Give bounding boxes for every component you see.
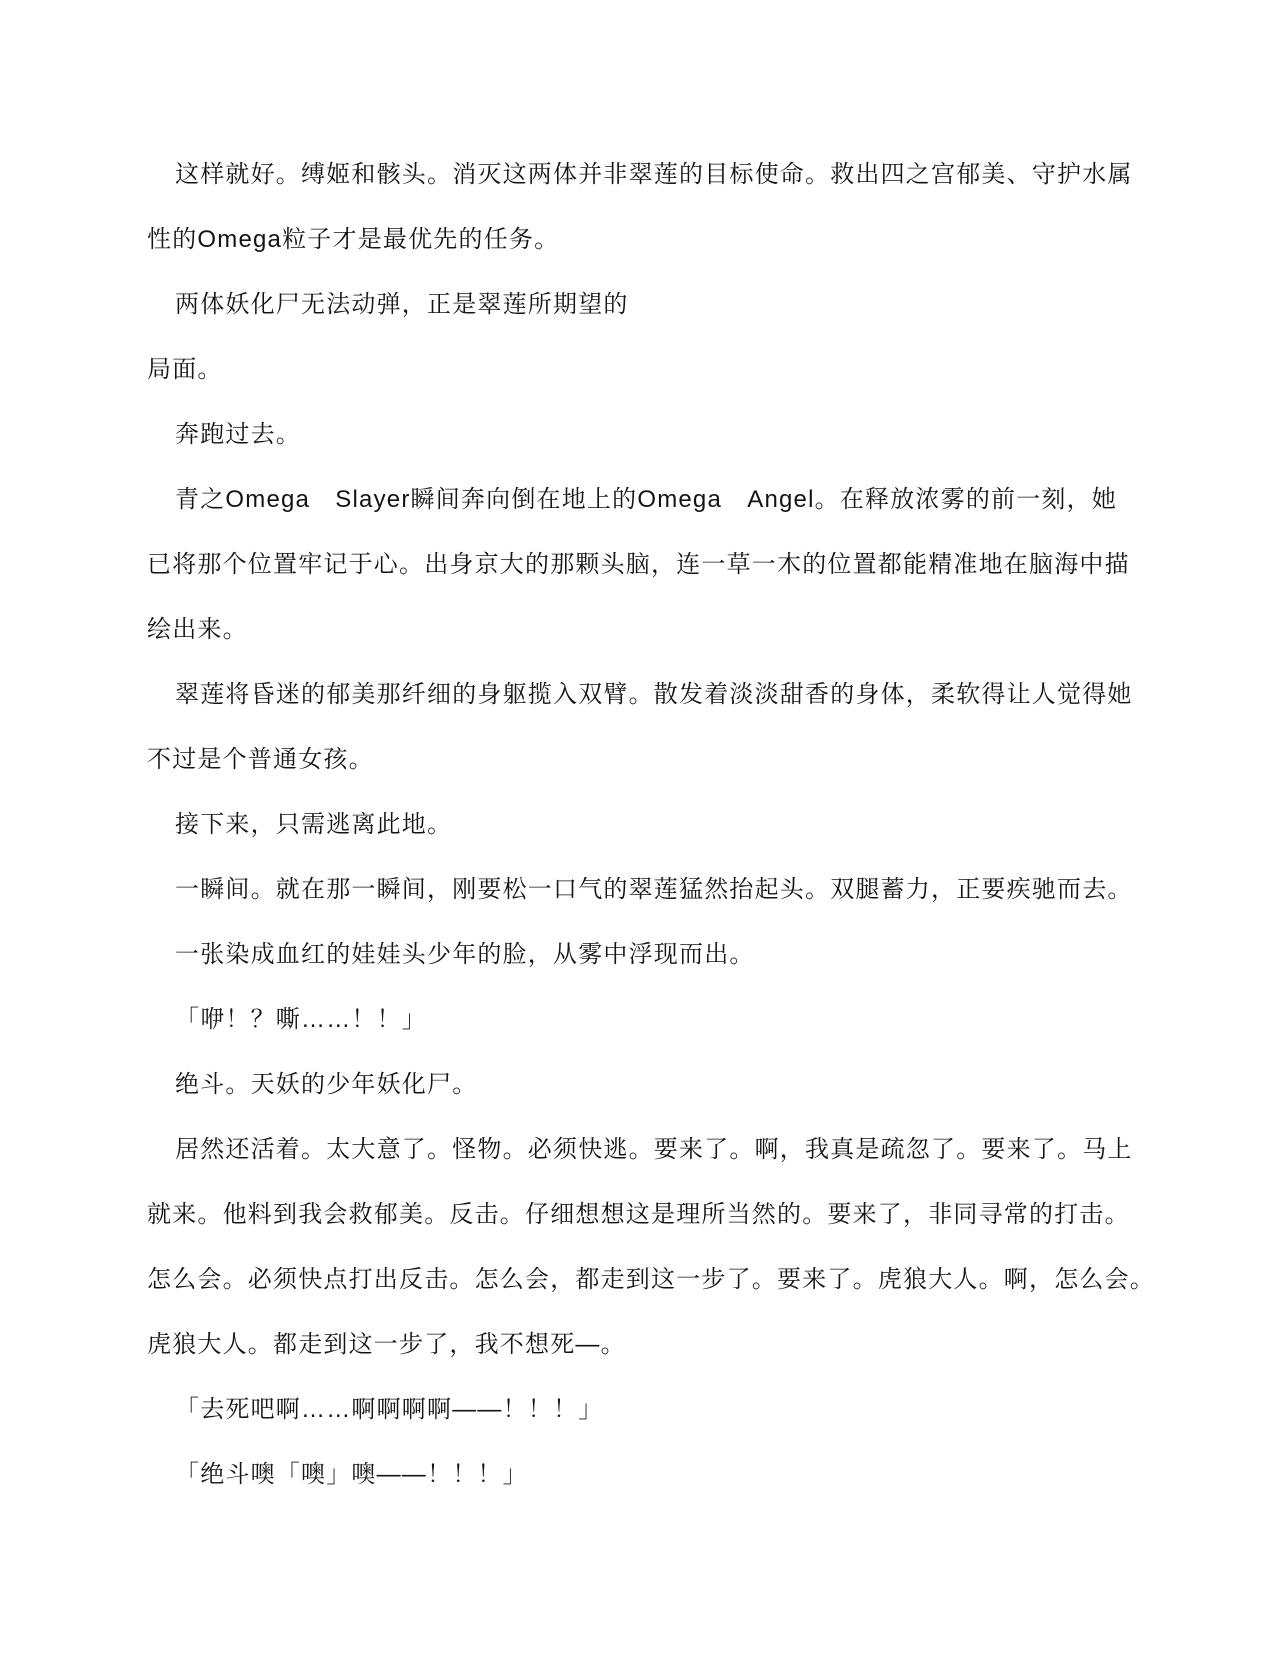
text-line: 接下来，只需逃离此地。 xyxy=(175,811,453,838)
text-line: 「咿！？嘶……！！」 xyxy=(175,1006,427,1033)
text-line: 居然还活着。太大意了。怪物。必须快逃。要来了。啊，我真是疏忽了。要来了。马上 xyxy=(175,1136,1133,1163)
text-line: 奔跑过去。 xyxy=(175,421,301,448)
text-line: 局面。 xyxy=(147,356,223,383)
text-line: 不过是个普通女孩。 xyxy=(147,746,374,773)
text-line: 「去死吧啊……啊啊啊啊——！！！」 xyxy=(175,1396,604,1423)
text-line: 一张染成血红的娃娃头少年的脸，从雾中浮现而出。 xyxy=(175,941,755,968)
text-block xyxy=(147,142,1155,1507)
text-line: 绝斗。天妖的少年妖化尸。 xyxy=(175,1071,478,1098)
text-line: 怎么会。必须快点打出反击。怎么会，都走到这一步了。要来了。虎狼大人。啊，怎么会。 xyxy=(147,1266,1155,1293)
text-line: 一瞬间。就在那一瞬间，刚要松一口气的翠莲猛然抬起头。双腿蓄力，正要疾驰而去。 xyxy=(175,876,1133,903)
text-line: 「绝斗噢「噢」噢——！！！」 xyxy=(175,1461,528,1488)
text-line: 绘出来。 xyxy=(147,616,248,643)
text-line: 翠莲将昏迷的郁美那纤细的身躯揽入双臂。散发着淡淡甜香的身体，柔软得让人觉得她 xyxy=(175,681,1133,708)
text-line: 这样就好。缚姬和骸头。消灭这两体并非翠莲的目标使命。救出四之宫郁美、守护水属 xyxy=(175,161,1133,188)
text-line: 性的Omega粒子才是最优先的任务。 xyxy=(147,226,560,253)
text-line: 虎狼大人。都走到这一步了，我不想死—。 xyxy=(147,1331,626,1358)
text-line: 两体妖化尸无法动弹，正是翠莲所期望的 xyxy=(175,291,629,318)
text-line: 就来。他料到我会救郁美。反击。仔细想想这是理所当然的。要来了，非同寻常的打击。 xyxy=(147,1201,1130,1228)
text-line: 青之Omega Slayer瞬间奔向倒在地上的Omega Angel。在释放浓雾的前一刻，她 xyxy=(175,486,1118,513)
text-line: 已将那个位置牢记于心。出身京大的那颗头脑，连一草一木的位置都能精准地在脑海中描 xyxy=(147,551,1130,578)
